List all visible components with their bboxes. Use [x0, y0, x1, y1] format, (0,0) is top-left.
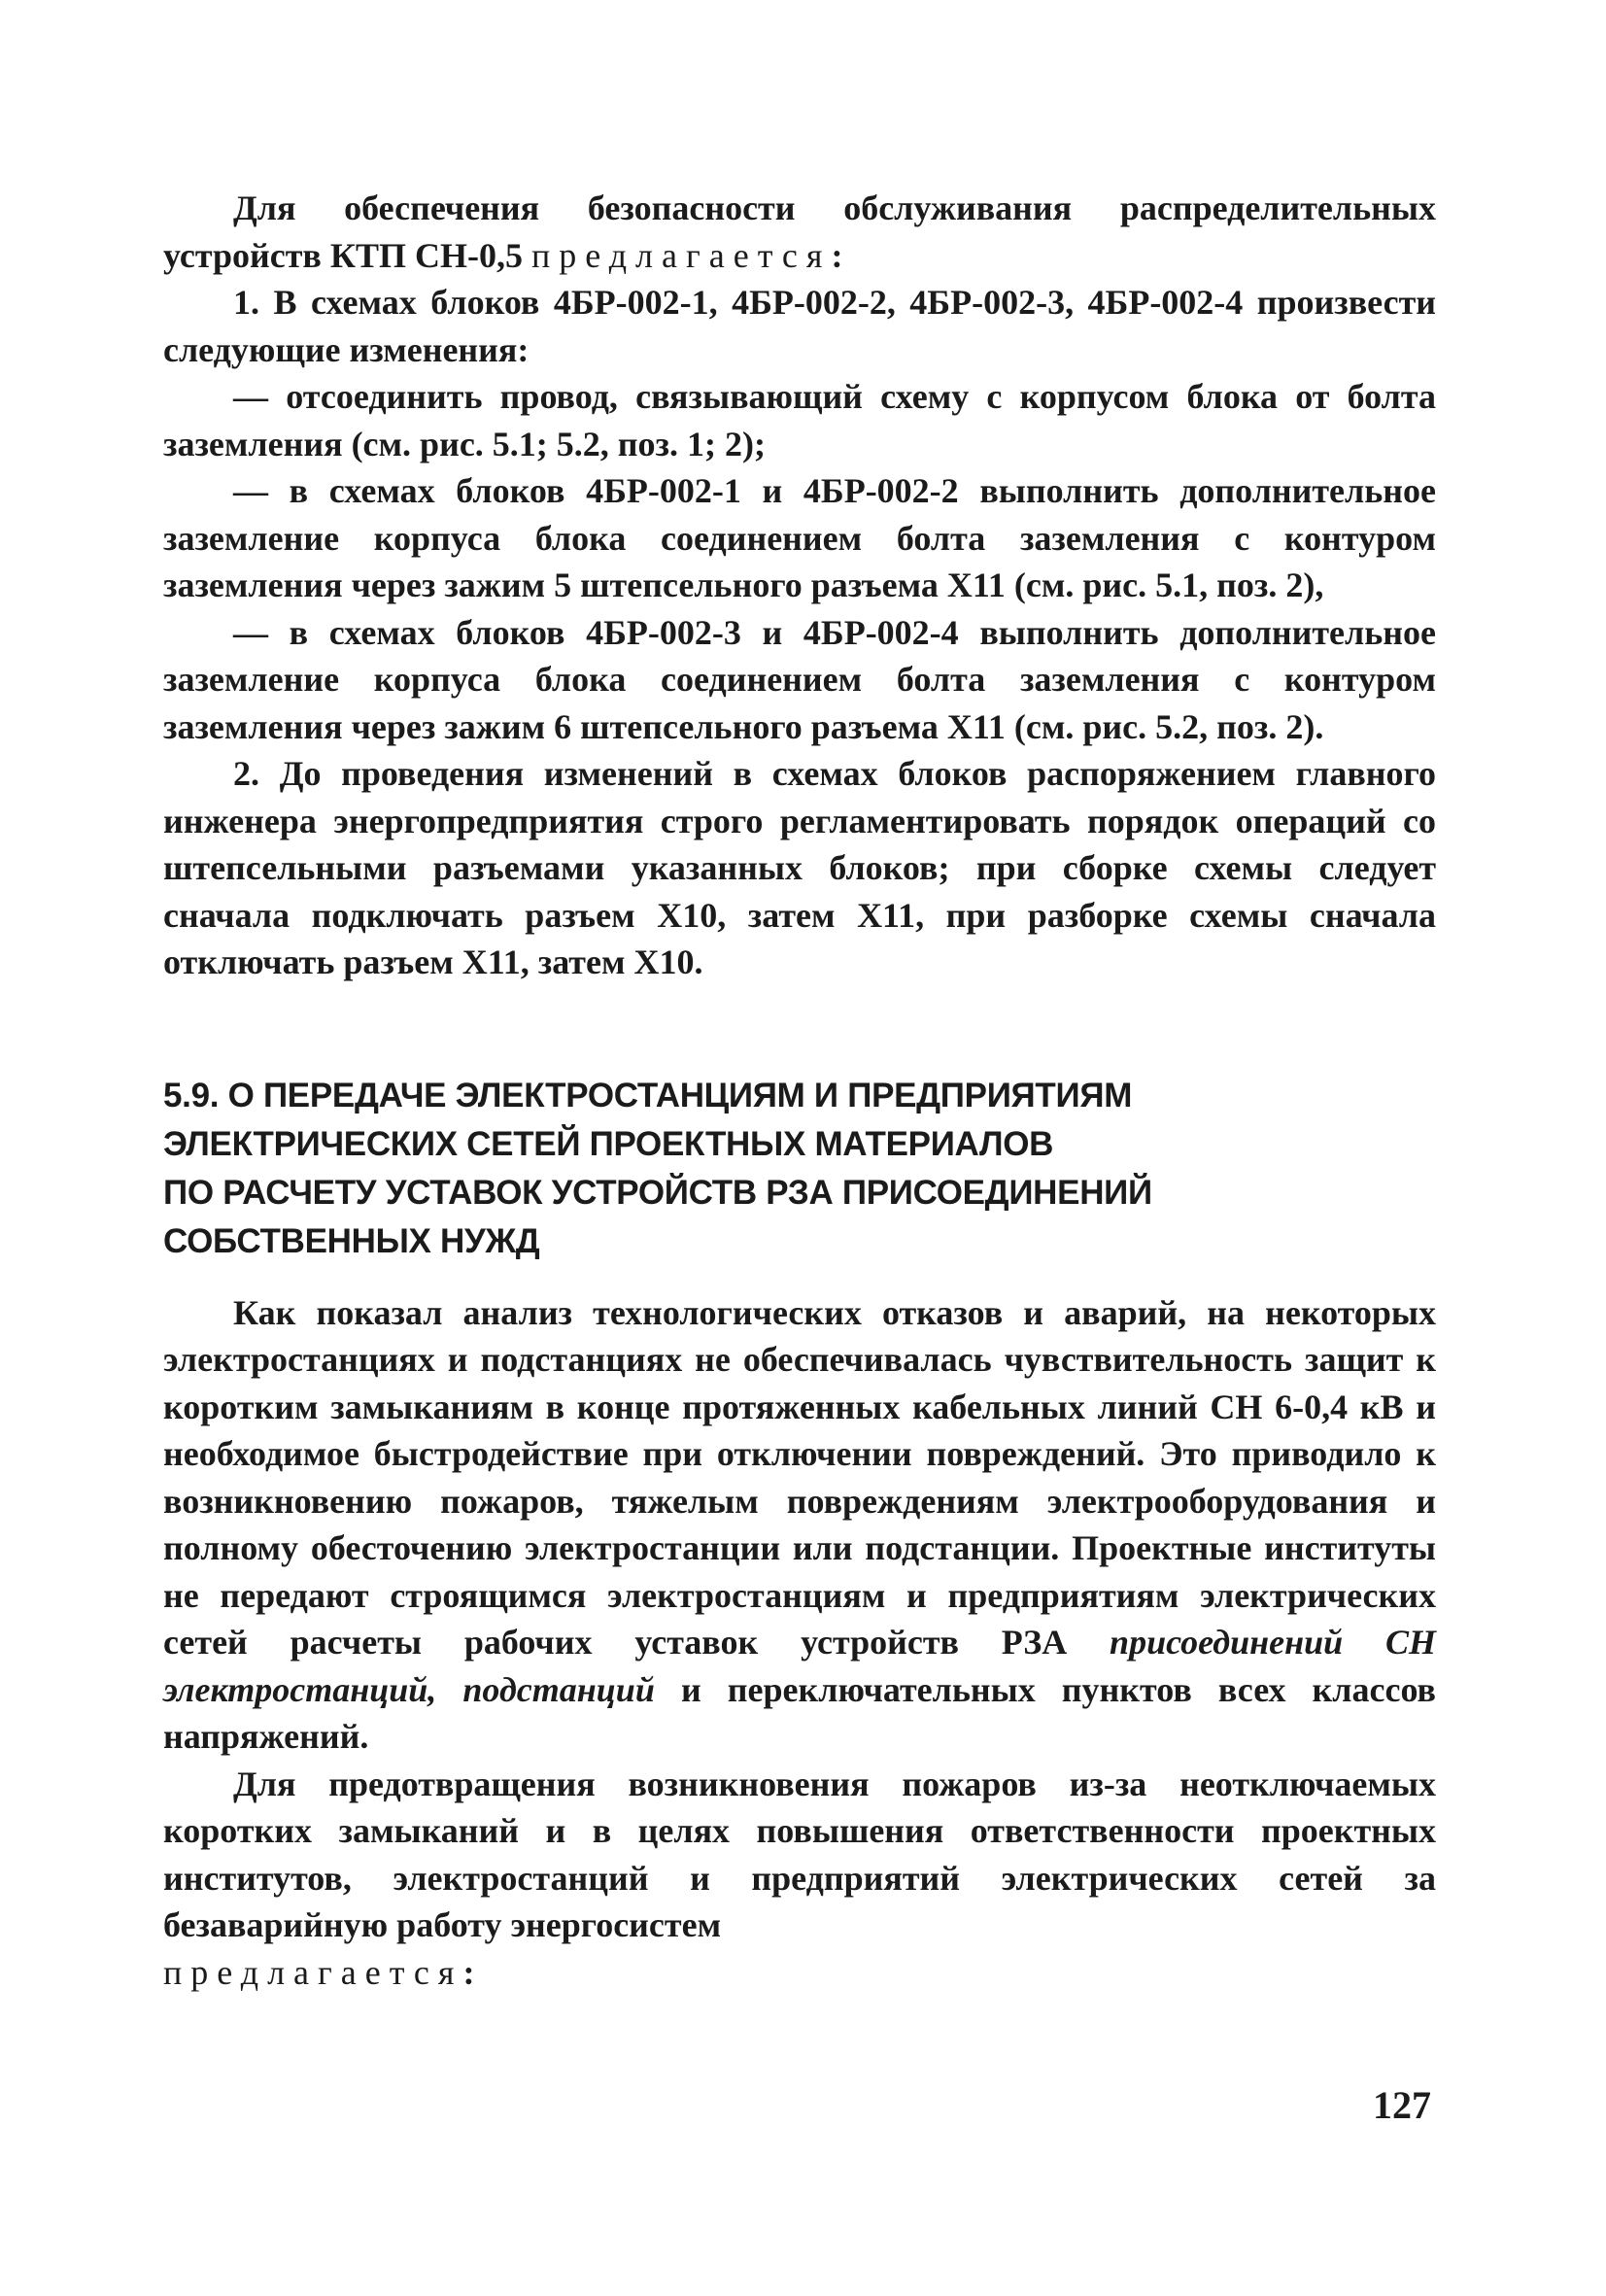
intro-text: Для обеспечения безопасности обслуживания распределительных устройств КТП СН-0,5 [163, 188, 1436, 275]
intro-paragraph [163, 185, 1436, 279]
body-paragraph-1-tail: и переключательных пунктов всех классов напряжений. [163, 1669, 1436, 1756]
section-heading [163, 1072, 1436, 1266]
item-1-sub-2: — в схемах блоков 4БР-002-1 и 4БР-002-2 выполнить дополнительное заземление корпуса блока соединением болта заземления с контуром заземления через зажим 5 штепсельного разъема Х11 (см. рис. 5.1, поз. 2), [163, 471, 1436, 604]
item-1: 1. В схемах блоков 4БР-002-1, 4БР-002-2, 4БР-002-3, 4БР-002-4 произвести следующие изменения: [163, 283, 1436, 369]
section-title-line-2: ЭЛЕКТРИЧЕСКИХ СЕТЕЙ ПРОЕКТНЫХ МАТЕРИАЛОВ [163, 1124, 1054, 1163]
body-paragraph-2-text: Для предотвращения возникновения пожаров из-за неотключаемых коротких замыканий и в целях повышения ответственности проектных институтов, электростанций и предприятий электрических сетей за безаварийную работу энергосистем [163, 1764, 1436, 1944]
item-1-sub-1: — отсоединить провод, связывающий схему с корпусом блока от болта заземления (см. рис. 5.1; 5.2, поз. 1; 2); [163, 377, 1436, 463]
item-2: 2. До проведения изменений в схемах блоков распоряжением главного инженера энергопредприятия строго регламентировать порядок операций со штепсельными разъемами указанных блоков; при сборке схемы следует сначала подключать разъем Х10, затем Х11, при разборке схемы сначала отключать разъем Х11, затем Х10. [163, 754, 1436, 981]
intro-colon: : [831, 235, 843, 275]
document-page [163, 185, 1436, 1996]
section-title-line-3: ПО РАСЧЕТУ УСТАВОК УСТРОЙСТВ РЗА ПРИСОЕДИНЕНИЙ [163, 1173, 1152, 1212]
intro-emphasis: предлагается [530, 235, 832, 275]
body-paragraph-2-colon: : [462, 1952, 475, 1992]
section-title-line-4: СОБСТВЕННЫХ НУЖД [163, 1221, 540, 1260]
body-paragraph-1-italic: присоединений СН электростанций, подстанций [163, 1623, 1436, 1709]
item-1-sub-3: — в схемах блоков 4БР-002-3 и 4БР-002-4 выполнить дополнительное заземление корпуса блока соединением болта заземления с контуром заземления через зажим 6 штепсельного разъема Х11 (см. рис. 5.2, поз. 2). [163, 612, 1436, 746]
body-paragraph-2-emphasis: предлагается [163, 1952, 463, 1992]
body-paragraph-1 [163, 1289, 1436, 1761]
body-paragraph-1-text: Как показал анализ технологических отказов и аварий, на некоторых электростанциях и подстанциях не обеспечивалась чувствительность защит к коротким замыканиям в конце протяженных кабельных линий СН 6-0,4 кВ и необходимое быстродействие при отключении повреждений. Это приводило к возникновению пожаров, тяжелым повреждениям электрооборудования и полному обесточению электростанции или подстанции. Проектные институты не передают строящимся электростанциям и предприятиям электрических сетей расчеты рабочих уставок устройств РЗА [163, 1292, 1436, 1662]
page-number: 127 [1373, 2083, 1431, 2127]
body-paragraph-2 [163, 1761, 1436, 1997]
section-title [163, 1072, 1436, 1266]
section-title-line-1: 5.9. О ПЕРЕДАЧЕ ЭЛЕКТРОСТАНЦИЯМ И ПРЕДПРИЯТИЯМ [163, 1076, 1133, 1114]
